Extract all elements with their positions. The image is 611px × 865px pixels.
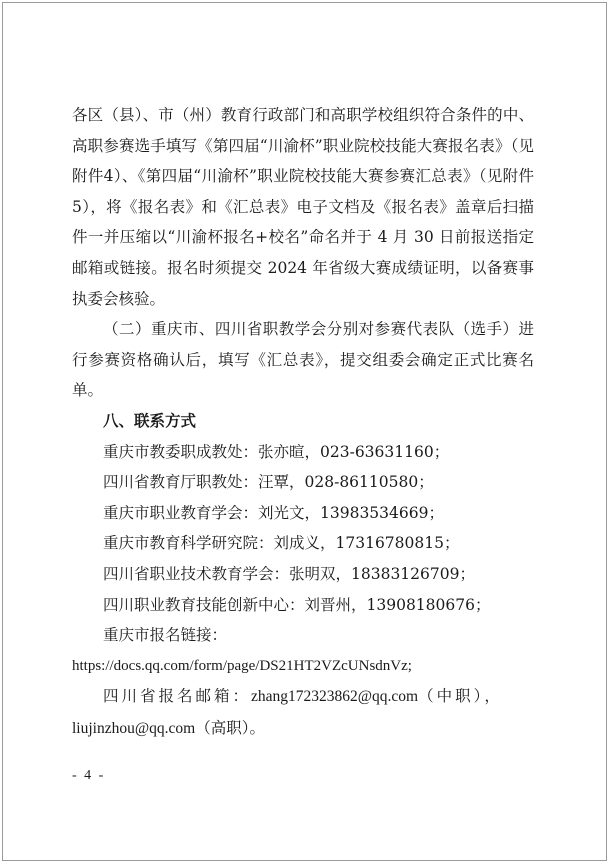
contact-line: 重庆市教委职成教处：张亦暄，023-63631160；: [103, 442, 450, 461]
contact-line: 重庆市职业教育学会：刘光文，13983534669；: [103, 503, 444, 522]
email-gaozhi[interactable]: liujinzhou@qq.com: [72, 719, 196, 737]
contact-line: 重庆市教育科学研究院：刘成义，17316780815；: [103, 534, 460, 553]
section-heading-contacts: 八、联系方式: [103, 411, 197, 430]
email-zhongzhi-note: （中职），: [418, 687, 503, 706]
document-body: [72, 100, 534, 744]
contact-line: 四川职业教育技能创新中心：刘晋州，13908180676；: [103, 595, 491, 614]
registration-link[interactable]: https://docs.qq.com/form/page/DS21HT2VZcUNsdnVz;: [72, 657, 412, 674]
email-zhongzhi[interactable]: zhang172323862@qq.com: [251, 688, 419, 706]
email-line-zhongzhi: [72, 681, 534, 713]
email-gaozhi-note: （高职）。: [195, 718, 265, 737]
email-label: 四川省报名邮箱：: [103, 687, 252, 706]
contact-line: 四川省职业技术教育学会：张明双，18383126709；: [103, 564, 475, 583]
paragraph-registration: 各区（县）、市（州）教育行政部门和高职学校组织符合条件的中、高职参赛选手填写《第四届“川渝杯”职业院校技能大赛报名表》（见附件4）、《第四届“川渝杯”职业院校技能大赛参赛汇总表》（见附件5），将《报名表》和《汇总表》电子文档及《报名表》盖章后扫描件一并压缩以“川渝杯报名+校名”命名并于 4 月 30 日前报送指定邮箱或链接。报名时须提交 2024 年省级大赛成绩证明，以备赛事执委会核验。: [72, 106, 534, 308]
page-number: - 4 -: [72, 768, 106, 783]
paragraph-qualification: （二）重庆市、四川省职教学会分别对参赛代表队（选手）进行参赛资格确认后，填写《汇总表》，提交组委会确定正式比赛名单。: [72, 320, 534, 400]
registration-link-label: 重庆市报名链接：: [103, 626, 228, 645]
contact-line: 四川省教育厅职教处：汪覃，028-86110580；: [103, 473, 434, 492]
email-line-gaozhi: [72, 713, 534, 745]
